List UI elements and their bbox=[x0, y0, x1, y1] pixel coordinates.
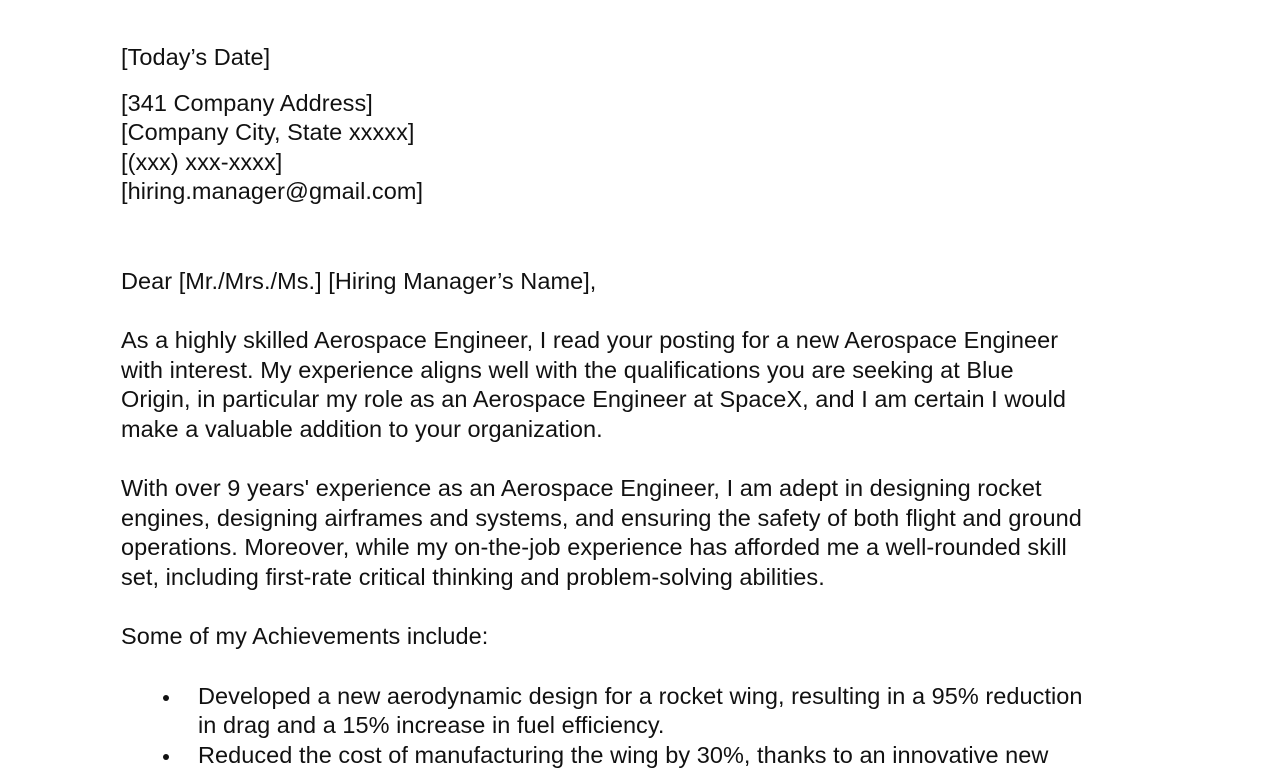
achievements-heading bbox=[121, 622, 1191, 652]
list-item-line: Developed a new aerodynamic design for a rocket wing, resulting in a 95% reduction bbox=[198, 682, 1191, 712]
company-address-block bbox=[121, 89, 1191, 207]
paragraph-line: operations. Moreover, while my on-the-job experience has afforded me a well-rounded skill bbox=[121, 533, 1191, 563]
company-email-line: [hiring.manager@gmail.com] bbox=[121, 177, 1191, 207]
bullet-icon bbox=[163, 754, 169, 760]
company-phone-line: [(xxx) xxx-xxxx] bbox=[121, 148, 1191, 178]
letter-date bbox=[121, 43, 1191, 73]
paragraph-line: with interest. My experience aligns well with the qualifications you are seeking at Blue bbox=[121, 356, 1191, 386]
cover-letter bbox=[121, 43, 1191, 770]
list-item-line: Reduced the cost of manufacturing the wing by 30%, thanks to an innovative new bbox=[198, 741, 1191, 770]
paragraph-experience bbox=[121, 474, 1191, 592]
list-item bbox=[121, 741, 1191, 770]
paragraph-line: set, including first-rate critical thinking and problem-solving abilities. bbox=[121, 563, 1191, 593]
company-city-state-line: [Company City, State xxxxx] bbox=[121, 118, 1191, 148]
paragraph-line: Origin, in particular my role as an Aerospace Engineer at SpaceX, and I am certain I would bbox=[121, 385, 1191, 415]
list-item bbox=[121, 682, 1191, 741]
achievements-list bbox=[121, 682, 1191, 770]
company-address-line: [341 Company Address] bbox=[121, 89, 1191, 119]
paragraph-line: As a highly skilled Aerospace Engineer, I read your posting for a new Aerospace Engineer bbox=[121, 326, 1191, 356]
bullet-icon bbox=[163, 695, 169, 701]
salutation-text: Dear [Mr./Mrs./Ms.] [Hiring Manager’s Name], bbox=[121, 267, 1191, 297]
paragraph-line: make a valuable addition to your organization. bbox=[121, 415, 1191, 445]
date-text: [Today’s Date] bbox=[121, 43, 1191, 73]
salutation bbox=[121, 267, 1191, 297]
paragraph-line: With over 9 years' experience as an Aerospace Engineer, I am adept in designing rocket bbox=[121, 474, 1191, 504]
achievements-intro-text: Some of my Achievements include: bbox=[121, 622, 1191, 652]
paragraph-intro bbox=[121, 326, 1191, 444]
list-item-line: in drag and a 15% increase in fuel efficiency. bbox=[198, 711, 1191, 741]
paragraph-line: engines, designing airframes and systems, and ensuring the safety of both flight and ground bbox=[121, 504, 1191, 534]
